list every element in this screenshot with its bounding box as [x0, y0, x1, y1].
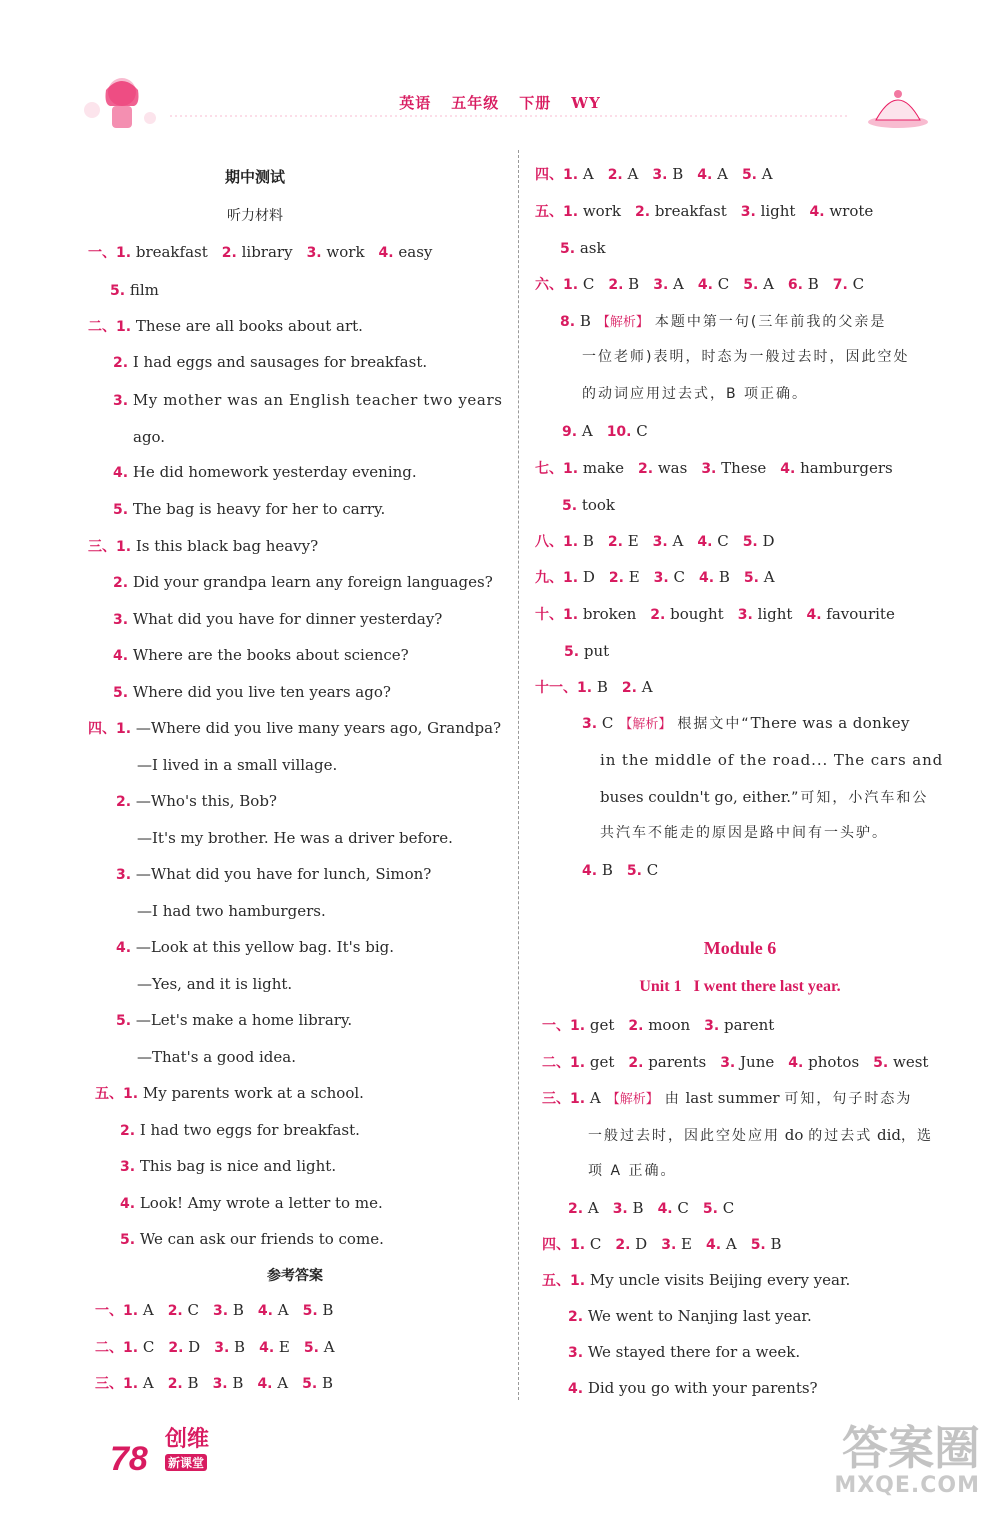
listening-sec4-item5: 5. —Let's make a home library.	[116, 1011, 353, 1029]
listening-sec5-item4: 4. Look! Amy wrote a letter to me.	[120, 1194, 383, 1212]
right-sec5-row2: 5. ask	[560, 239, 606, 257]
unit-sec3-item1-line2: 一般过去时，因此空处应用 do 的过去式 did，选	[588, 1126, 933, 1144]
midterm-title: 期中测试	[224, 168, 285, 186]
listening-sec5-item1: 五、1. My parents work at a school.	[95, 1084, 364, 1102]
right-sec11-row3: 4. B 5. C	[582, 861, 659, 879]
header-rule	[170, 114, 850, 118]
brand-logo-top: 创维	[165, 1427, 210, 1452]
listening-sec2-item1: 二、1. These are all books about art.	[88, 317, 363, 335]
listening-sec5-item3: 3. This bag is nice and light.	[120, 1157, 337, 1175]
answers-row2: 二、1. C 2. D 3. B 4. E 5. A	[95, 1338, 335, 1356]
unit-sec5-item3: 3. We stayed there for a week.	[568, 1343, 801, 1361]
listening-sec4-item4: 4. —Look at this yellow bag. It's big.	[116, 938, 394, 956]
right-sec9: 九、1. D 2. E 3. C 4. B 5. A	[535, 568, 775, 586]
column-divider	[518, 150, 519, 1400]
right-sec6-row3: 9. A 10. C	[562, 422, 648, 440]
listening-sec3-item1: 三、1. Is this black bag heavy?	[88, 537, 319, 555]
listening-sec1-row2: 5. film	[110, 281, 159, 299]
unit-sec1: 一、1. get 2. moon 3. parent	[542, 1016, 775, 1034]
listening-sec5-item2: 2. I had two eggs for breakfast.	[120, 1121, 360, 1139]
listening-sec3-item5: 5. Where did you live ten years ago?	[113, 683, 391, 701]
listening-sec3-item4: 4. Where are the books about science?	[113, 646, 409, 664]
unit-sec4: 四、1. C 2. D 3. E 4. A 5. B	[542, 1235, 782, 1253]
unit-sec5-item4: 4. Did you go with your parents?	[568, 1379, 818, 1397]
module-title: Module 6	[703, 938, 777, 958]
listening-sec2-item4: 4. He did homework yesterday evening.	[113, 463, 417, 481]
header-grade: 五年级	[451, 94, 500, 112]
unit-sec5-item1: 五、1. My uncle visits Beijing every year.	[542, 1271, 851, 1289]
header-subject: 英语	[399, 94, 432, 112]
right-sec10-row2: 5. put	[564, 642, 610, 660]
unit-sec2: 二、1. get 2. parents 3. June 4. photos 5. west	[542, 1053, 929, 1071]
right-sec11-row1: 十一、1. B 2. A	[535, 678, 653, 696]
listening-title: 听力材料	[227, 208, 283, 224]
brand-logo-bottom: 新课堂	[165, 1454, 207, 1471]
unit-sec3-item1-line3: 项 A 正确。	[588, 1163, 677, 1179]
watermark	[834, 1423, 980, 1498]
listening-sec2-item3-cont: ago.	[133, 428, 166, 446]
unit-title: Unit 1 I went there last year.	[639, 978, 841, 995]
unit-sec5-item2: 2. We went to Nanjing last year.	[568, 1307, 812, 1325]
right-sec11-item3-line3: buses couldn't go, either.”可知，小汽车和公	[600, 788, 929, 806]
brand-logo	[165, 1428, 227, 1480]
header-edition: WY	[571, 94, 601, 112]
right-sec4: 四、1. A 2. A 3. B 4. A 5. A	[535, 165, 773, 183]
listening-sec2-item5: 5. The bag is heavy for her to carry.	[113, 500, 386, 518]
listening-sec4-item2: 2. —Who's this, Bob?	[116, 792, 277, 810]
listening-sec4-item5-reply: —That's a good idea.	[137, 1048, 296, 1066]
unit-sec3-item1: 三、1. A 【解析】 由 last summer 可知，句子时态为	[542, 1089, 913, 1107]
listening-sec4-item3: 3. —What did you have for lunch, Simon?	[116, 865, 432, 883]
listening-sec4-item4-reply: —Yes, and it is light.	[137, 975, 293, 993]
page-number: 78	[110, 1440, 148, 1478]
listening-sec2-item2: 2. I had eggs and sausages for breakfast.	[113, 353, 428, 371]
right-sec11-item3: 3. C 【解析】 根据文中“There was a donkey	[582, 714, 910, 732]
right-sec8: 八、1. B 2. E 3. A 4. C 5. D	[535, 532, 775, 550]
running-header	[0, 92, 1000, 113]
header-volume: 下册	[519, 94, 552, 112]
answers-title: 参考答案	[267, 1268, 323, 1284]
listening-sec4-item1: 四、1. —Where did you live many years ago, Grandpa?	[88, 719, 502, 737]
right-sec7-row1: 七、1. make 2. was 3. These 4. hamburgers	[535, 459, 893, 477]
watermark-url: MXQE.COM	[834, 1473, 980, 1498]
right-sec6-row1: 六、1. C 2. B 3. A 4. C 5. A 6. B 7. C	[535, 275, 865, 293]
right-sec7-row2: 5. took	[562, 496, 616, 514]
listening-sec2-item3: 3. My mother was an English teacher two years	[113, 391, 503, 409]
right-sec6-item8-line3: 的动词应用过去式，B 项正确。	[582, 386, 809, 402]
answers-row3: 三、1. A 2. B 3. B 4. A 5. B	[95, 1374, 333, 1392]
right-sec6-item8: 8. B 【解析】 本题中第一句(三年前我的父亲是	[560, 312, 887, 330]
right-sec10-row1: 十、1. broken 2. bought 3. light 4. favourite	[535, 605, 895, 623]
unit-sec3-row2: 2. A 3. B 4. C 5. C	[568, 1199, 735, 1217]
right-sec5-row1: 五、1. work 2. breakfast 3. light 4. wrote	[535, 202, 874, 220]
right-sec11-item3-line2: in the middle of the road... The cars and	[600, 751, 944, 769]
right-sec11-item3-line4: 共汽车不能走的原因是路中间有一头驴。	[600, 825, 888, 841]
listening-sec3-item2: 2. Did your grandpa learn any foreign languages?	[113, 573, 493, 591]
answers-row1: 一、1. A 2. C 3. B 4. A 5. B	[95, 1301, 334, 1319]
listening-sec4-item2-reply: —It's my brother. He was a driver before.	[137, 829, 453, 847]
listening-sec3-item3: 3. What did you have for dinner yesterday?	[113, 610, 443, 628]
listening-sec1-row1: 一、1. breakfast 2. library 3. work 4. easy	[88, 243, 433, 261]
listening-sec4-item3-reply: —I had two hamburgers.	[137, 902, 326, 920]
listening-sec4-item1-reply: —I lived in a small village.	[137, 756, 338, 774]
listening-sec5-item5: 5. We can ask our friends to come.	[120, 1230, 384, 1248]
right-sec6-item8-line2: 一位老师)表明，时态为一般过去时，因此空处	[582, 349, 910, 365]
watermark-text: 答案圈	[842, 1421, 980, 1475]
